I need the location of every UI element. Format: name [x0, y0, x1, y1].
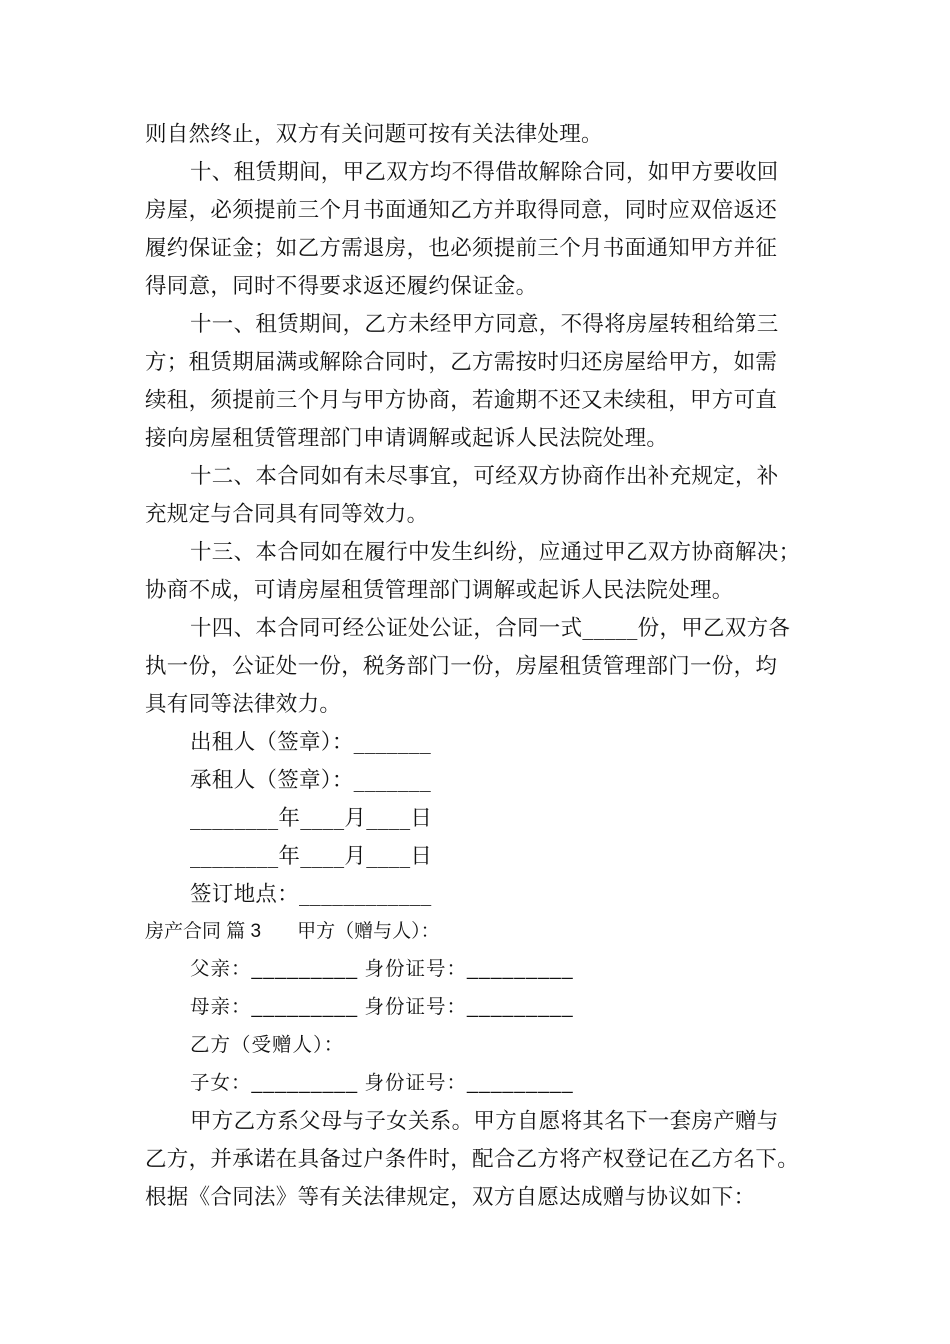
paragraph-line: 则自然终止，双方有关问题可按有关法律处理。 — [145, 122, 603, 147]
lessee-signature-line: 承租人（签章）：_______ — [190, 768, 432, 793]
paragraph-line: 协商不成，可请房屋租赁管理部门调解或起诉人民法院处理。 — [145, 578, 734, 603]
mother-line: 母亲：_________ 身份证号：_________ — [190, 996, 574, 1018]
date-line: ________年____月____日 — [190, 844, 433, 869]
paragraph-line: 接向房屋租赁管理部门申请调解或起诉人民法院处理。 — [145, 426, 669, 451]
paragraph-line: 房屋，必须提前三个月书面通知乙方并取得同意，同时应双倍返还 — [145, 198, 778, 223]
signing-place-line: 签订地点：____________ — [190, 882, 432, 907]
section-heading — [145, 918, 440, 946]
paragraph-line: 具有同等法律效力。 — [145, 692, 342, 717]
lessor-signature-line: 出租人（签章）：_______ — [190, 730, 432, 755]
paragraph-line: 履约保证金；如乙方需退房，也必须提前三个月书面通知甲方并征 — [145, 236, 778, 261]
agreement-line: 甲方乙方系父母与子女关系。甲方自愿将其名下一套房产赠与 — [190, 1109, 779, 1134]
father-line: 父亲：_________ 身份证号：_________ — [190, 958, 574, 980]
paragraph-line: 方；租赁期届满或解除合同时，乙方需按时归还房屋给甲方，如需 — [145, 350, 778, 375]
clause-13-line: 十三、本合同如在履行中发生纠纷，应通过甲乙双方协商解决； — [190, 540, 801, 565]
paragraph-line: 根据《合同法》等有关法律规定，双方自愿达成赠与协议如下： — [145, 1185, 756, 1210]
clause-11-line: 十一、租赁期间，乙方未经甲方同意，不得将房屋转租给第三 — [190, 312, 779, 337]
date-line: ________年____月____日 — [190, 806, 433, 831]
paragraph-line: 续租，须提前三个月与甲方协商，若逾期不还又未续租，甲方可直 — [145, 388, 778, 413]
paragraph-line: 乙方，并承诺在具备过户条件时，配合乙方将产权登记在乙方名下。 — [145, 1147, 800, 1172]
paragraph-line: 充规定与合同具有同等效力。 — [145, 502, 429, 527]
clause-14-line: 十四、本合同可经公证处公证，合同一式_____份，甲乙双方各 — [190, 616, 791, 641]
section-title: 房产合同 篇 3 — [145, 921, 262, 942]
paragraph-line: 执一份，公证处一份，税务部门一份，房屋租赁管理部门一份，均 — [145, 654, 778, 679]
child-line: 子女：_________ 身份证号：_________ — [190, 1072, 574, 1094]
paragraph-line: 得同意，同时不得要求返还履约保证金。 — [145, 274, 538, 299]
section-party-label: 甲方（赠与人）： — [297, 921, 440, 942]
clause-12-line: 十二、本合同如有未尽事宜，可经双方协商作出补充规定，补 — [190, 464, 779, 489]
donee-label: 乙方（受赠人）： — [190, 1034, 345, 1056]
clause-10-line: 十、租赁期间，甲乙双方均不得借故解除合同，如甲方要收回 — [190, 160, 779, 185]
